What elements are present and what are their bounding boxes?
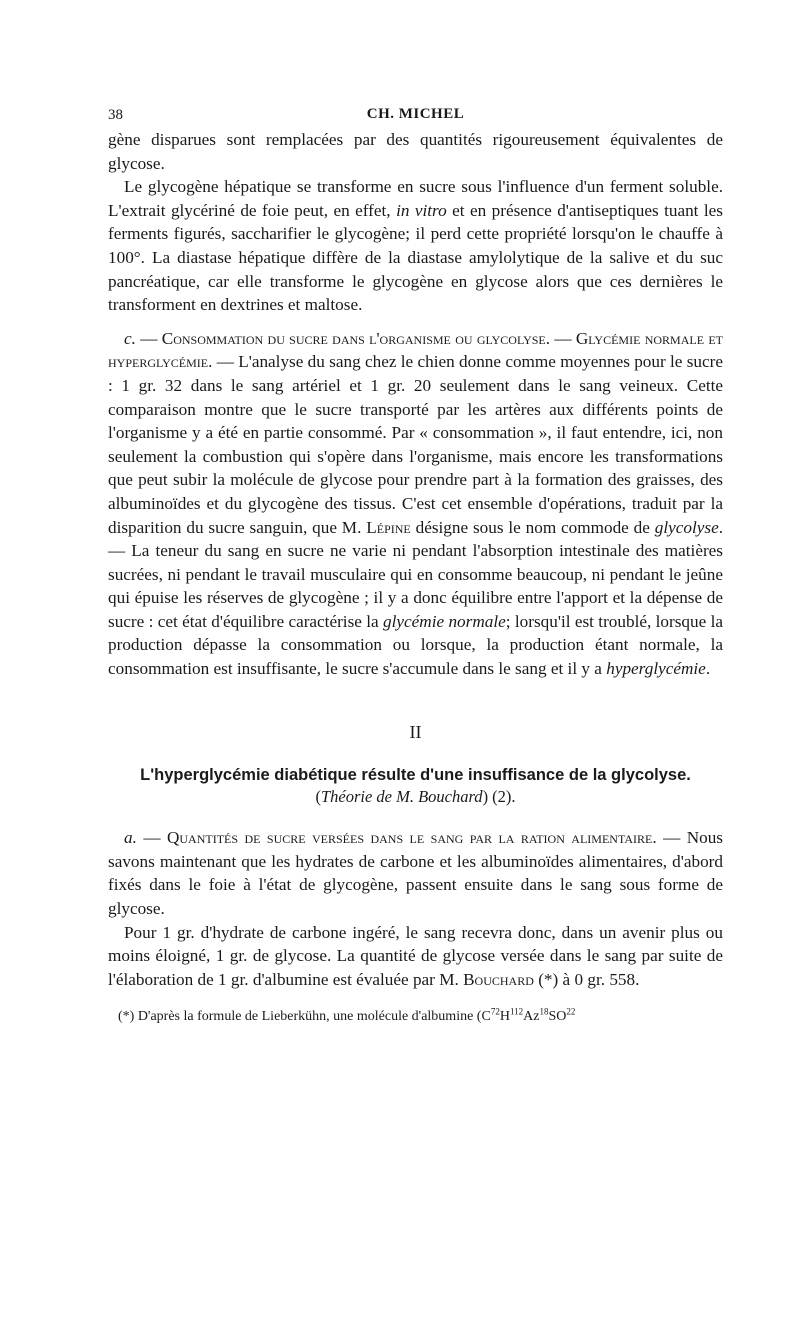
page-header: [108, 100, 723, 128]
page-number: 38: [108, 107, 123, 123]
paragraph-2: Le glycogène hépatique se transforme en sucre sous l'influence d'un ferment soluble. L'extrait glycériné de foie peut, en effet, in vitro et en présence d'antiseptiques tuant les ferments figurés, saccharifier le glycogène; il perd cette propriété lorsqu'on le chauffe à 100°. La diastase hépatique diffère de la diastase amylolytique de la salive et du suc pancréatique, car elle transforme le glycogène en glycose alors que ces dernières le transforment en dextrines et maltose.: [108, 177, 723, 315]
section-c-label: c.: [124, 328, 136, 348]
section-a-label: a.: [124, 828, 137, 848]
section-c-title: Consommation du sucre dans l'organisme ou glycolyse. — Glycémie normale et hyperglycémie.: [108, 328, 724, 372]
section-a-title: Quantités de sucre versées dans le sang par la ration alimentaire.: [166, 828, 657, 848]
page: [108, 100, 723, 1027]
author-lepine: Lépine: [366, 517, 411, 537]
section-heading: L'hyperglycémie diabétique résulte d'une insuffisance de la glycolyse.: [140, 766, 691, 785]
paragraph-hydrate: Pour 1 gr. d'hydrate de carbone ingéré, le sang recevra donc, dans un avenir plus ou moins éloigné, 1 gr. de glycose. La quantité de glycose versée dans le sang par suite de l'élaboration de 1 gr. d'albumine est évaluée par M. Bouchard (*) à 0 gr. 558.: [108, 922, 723, 989]
section-numeral: II: [409, 721, 422, 742]
section-a-paragraph: a. — Quantités de sucre versées dans le sang par la ration alimentaire. — Nous savons maintenant que les hydrates de carbone et les albuminoïdes alimentaires, d'abord fixés dans le foie à l'état de glycogène, passent ensuite dans le sang sous forme de glycose.: [108, 828, 723, 919]
section-c-paragraph: c. — Consommation du sucre dans l'organisme ou glycolyse. — Glycémie normale et hyperglycémie. — L'analyse du sang chez le chien donne comme moyennes pour le sucre : 1 gr. 32 dans le sang artériel et 1 gr. 20 seulement dans le sang veineux. Cette comparaison montre que le sucre transporté par les artères aux différents points de l'organisme y a été en partie consommé. Par « consommation », il faut entendre, ici, non seulement la combustion qui s'opère dans l'organisme, mais encore les transformations que peut subir la molécule de glycose pour prendre part à la formation des graisses, des albuminoïdes et du glycogène des tissus. C'est cet ensemble d'opérations, traduit par la disparition du sucre sanguin, que M. Lépine désigne sous le nom commode de glycolyse. — La teneur du sang en sucre ne varie ni pendant l'absorption intestinale des matières sucrées, ni pendant le travail musculaire qui en consomme beaucoup, ni pendant le jeûne qui épuise les réserves de glycogène ; il y a donc équilibre entre l'apport et la dépense de sucre : cet état d'équilibre caractérise la glycémie normale; lorsqu'il est troublé, lorsque la production dépasse la consommation ou lorsque, la production étant normale, la consommation est insuffisante, le sucre s'accumule dans le sang et il y a hyperglycémie.: [108, 328, 724, 679]
running-title: CH. MICHEL: [366, 106, 465, 122]
paragraph-1: gène disparues sont remplacées par des quantités rigoureusement équivalentes de glycose.: [108, 130, 723, 173]
footnote: (*) D'après la formule de Lieberkühn, une molécule d'albumine ($C^{72}H^{112}Az^{18}SO^{22}$: [118, 1006, 576, 1025]
author-bouchard: Bouchard: [463, 969, 534, 989]
section-subheading: (Théorie de M. Bouchard) (2).: [315, 787, 516, 807]
